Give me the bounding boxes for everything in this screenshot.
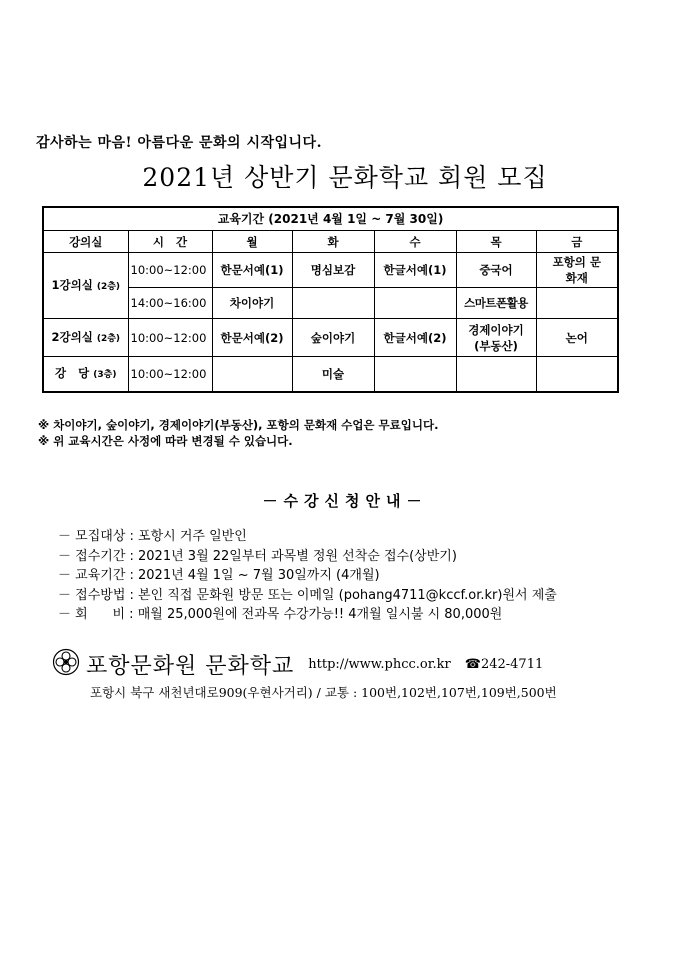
room-cell — [43, 319, 128, 357]
time-cell: 10:00~12:00 — [128, 253, 212, 288]
table-row — [43, 288, 618, 319]
class-cell — [212, 357, 292, 393]
note-item: ※ 위 교육시간은 사정에 따라 변경될 수 있습니다. — [38, 433, 438, 449]
class-cell — [536, 288, 618, 319]
header-mon: 월 — [212, 231, 292, 253]
org-name: 포항문화원 문화학교 — [86, 653, 295, 679]
class-cell: 한문서예(1) — [212, 253, 292, 288]
header-wed: 수 — [374, 231, 456, 253]
class-cell: 명심보감 — [292, 253, 374, 288]
schedule-table — [42, 206, 619, 393]
class-cell: 숲이야기 — [292, 319, 374, 357]
class-cell: 논어 — [536, 319, 618, 357]
class-cell: 미술 — [292, 357, 374, 393]
room-name: 1강의실 — [51, 277, 93, 292]
info-item: － 접수기간 : 2021년 3월 22일부터 과목별 정원 선착순 접수(상반기) — [58, 547, 557, 567]
address: 포항시 북구 새천년대로909(우현사거리) / 교통 : 100번,102번,107번,109번,500번 — [90, 685, 557, 700]
footer-org — [52, 648, 543, 680]
room-name: 강 당 — [55, 366, 90, 380]
info-item: － 교육기간 : 2021년 4월 1일 ~ 7월 30일까지 (4개월) — [58, 566, 557, 586]
class-cell: 차이야기 — [212, 288, 292, 319]
header-tue: 화 — [292, 231, 374, 253]
flower-logo-icon — [52, 648, 80, 680]
time-cell: 10:00~12:00 — [128, 357, 212, 393]
header-room: 강의실 — [43, 231, 128, 253]
table-row — [43, 319, 618, 357]
class-cell: 경제이야기 (부동산) — [456, 319, 536, 357]
header-thu: 목 — [456, 231, 536, 253]
registration-info — [58, 527, 557, 625]
notes — [38, 417, 438, 449]
class-cell: 중국어 — [456, 253, 536, 288]
class-cell: 한글서예(2) — [374, 319, 456, 357]
header-fri: 금 — [536, 231, 618, 253]
table-row — [43, 357, 618, 393]
phone-number: ☎242-4711 — [464, 656, 544, 672]
website-link[interactable]: http://www.phcc.or.kr — [308, 656, 451, 672]
room-name: 2강의실 — [51, 329, 93, 344]
room-cell — [43, 253, 128, 319]
class-cell — [374, 288, 456, 319]
class-cell: 스마트폰활용 — [456, 288, 536, 319]
info-item: － 회 비 : 매월 25,000원에 전과목 수강가능!! 4개월 일시불 시 80,000원 — [58, 605, 557, 625]
education-period: 교육기간 (2021년 4월 1일 ~ 7월 30일) — [43, 207, 618, 231]
room-floor: (3층) — [93, 370, 117, 380]
class-cell: 한문서예(2) — [212, 319, 292, 357]
class-cell — [374, 357, 456, 393]
note-item: ※ 차이야기, 숲이야기, 경제이야기(부동산), 포항의 문화재 수업은 무료입니다. — [38, 417, 438, 433]
class-cell — [456, 357, 536, 393]
time-cell: 10:00~12:00 — [128, 319, 212, 357]
header-time: 시 간 — [128, 231, 212, 253]
room-cell — [43, 357, 128, 393]
room-floor: (2층) — [96, 333, 121, 344]
room-floor: (2층) — [96, 281, 121, 292]
class-cell — [536, 357, 618, 393]
guide-title: －수강신청안내－ — [262, 492, 428, 510]
table-row — [43, 253, 618, 288]
info-item: － 접수방법 : 본인 직접 문화원 방문 또는 이메일 (pohang4711@kccf.or.kr)원서 제출 — [58, 586, 557, 606]
info-item: － 모집대상 : 포항시 거주 일반인 — [58, 527, 557, 547]
page-title: 2021년 상반기 문화학교 회원 모집 — [142, 163, 548, 192]
class-cell — [292, 288, 374, 319]
class-cell: 한글서예(1) — [374, 253, 456, 288]
slogan: 감사하는 마음! 아름다운 문화의 시작입니다. — [36, 135, 322, 151]
class-cell: 포항의 문화재 — [536, 253, 618, 288]
time-cell: 14:00~16:00 — [128, 288, 212, 319]
